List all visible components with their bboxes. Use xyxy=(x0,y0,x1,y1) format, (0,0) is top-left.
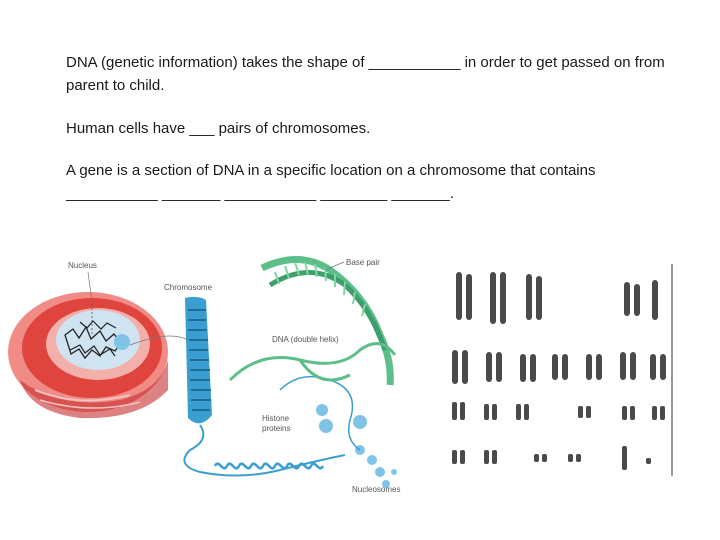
chromosome-label: Chromosome xyxy=(164,283,213,292)
proteins-label: proteins xyxy=(262,424,291,433)
nucleosomes-label: Nucleosomes xyxy=(352,485,401,494)
karyotype-image xyxy=(438,262,678,478)
question-chromosome-pairs: Human cells have ___ pairs of chromosomes. xyxy=(66,120,371,137)
histone-graphic xyxy=(280,377,367,450)
question-gene-definition: A gene is a section of DNA in a specific location on a chromosome that contains ___________ _______ ___________ ________ _______. xyxy=(66,162,596,202)
dna-helix-graphic xyxy=(230,259,395,385)
dna-double-helix-label: DNA (double helix) xyxy=(272,335,339,344)
question-dna-shape: DNA (genetic information) takes the shape of ___________ in order to get passed on from parent to child. xyxy=(66,54,665,94)
nucleus-label: Nucleus xyxy=(68,261,97,270)
dna-structure-illustration xyxy=(0,240,420,510)
base-pair-label: Base pair xyxy=(346,258,380,267)
chromatin-fiber xyxy=(184,425,397,488)
histone-label: Histone xyxy=(262,414,290,423)
